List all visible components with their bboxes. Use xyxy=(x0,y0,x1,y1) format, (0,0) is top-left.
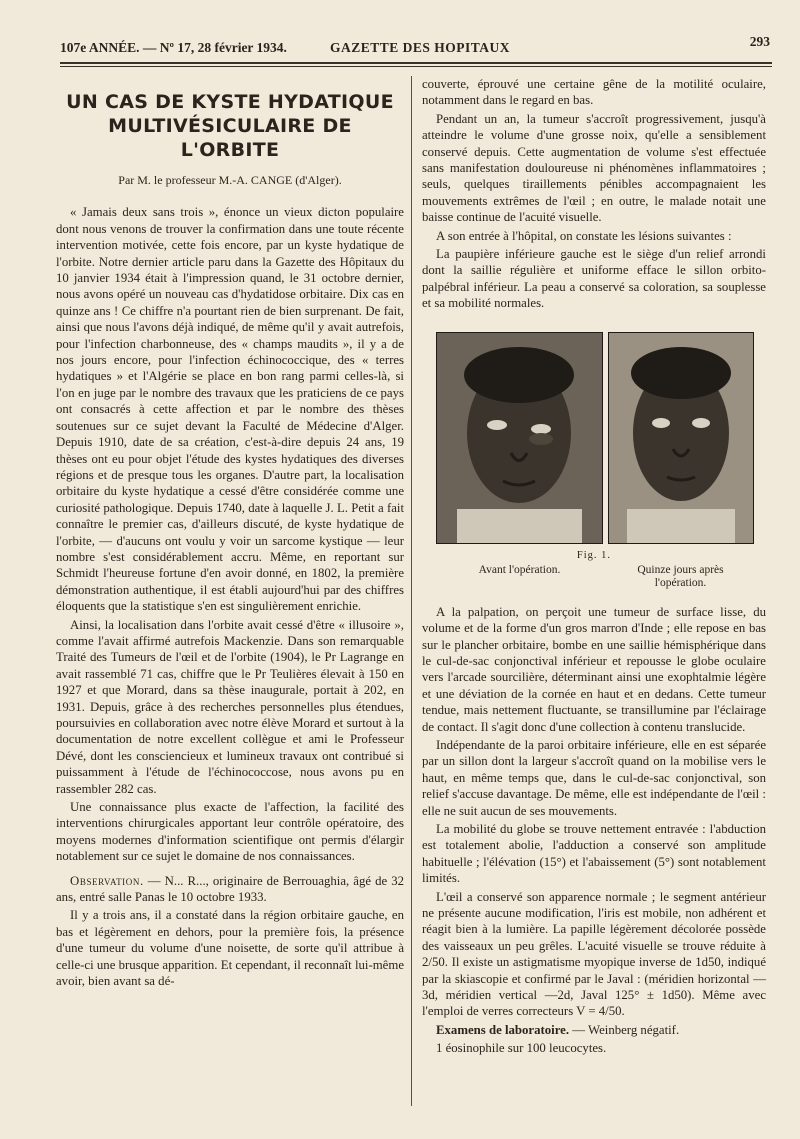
photo-after-operation xyxy=(608,332,754,544)
title-line-1: UN CAS DE KYSTE HYDATIQUE xyxy=(66,91,394,113)
left-column xyxy=(56,90,404,992)
paragraph-oeil: L'œil a conservé son apparence normale ; le segment antérieur ne présente aucune modification, l'iris est mobile, non adhérent et réagit bien à la lumière. La papille légèrement décolorée possède des vaisseaux un peu grêles. L'acuité visuelle se trouve réduite à 2/50. Il existe un astigmatisme myopique inverse de 1d50, indiqué par la skiascopie et confirmé par le Javal : (méridien horizontal —3d, méridien vertical —2d, Javal 125° ± 1d50). Même avec l'emploi de verres correcteurs V = 4/50. xyxy=(422,889,766,1019)
header-rule-thick xyxy=(60,62,772,64)
lab-label: Examens de laboratoire. xyxy=(436,1022,570,1037)
paragraph-independance: Indépendante de la paroi orbitaire inférieure, elle en est séparée par un sillon dont la largeur s'accroît quand on la mobilise vers le haut, en même temps que, dans le cul-de-sac conjonctival, son relief s'accuse davantage. De même, elle est indépendante de l'œil : elle ne suit aucun de ses mouvements. xyxy=(422,737,766,818)
right-column xyxy=(422,76,766,1059)
journal-name: GAZETTE DES HOPITAUX xyxy=(330,40,511,55)
title-line-2: MULTIVÉSICULAIRE DE L'ORBITE xyxy=(108,115,352,161)
figure-1 xyxy=(422,322,766,598)
paragraph-mobilite: La mobilité du globe se trouve nettement entravée : l'abduction est totalement abolie, l'adduction a conservé son amplitude habituelle ; l'élévation (15°) et l'abaissement (5°) sont notablement limités. xyxy=(422,821,766,886)
paragraph-intro: « Jamais deux sans trois », énonce un vieux dicton populaire dont nous venons de trouver la confirmation dans une toute récente intervention motivée, cette fois encore, par un kyste hydatique de l'orbite. Notre dernier article paru dans la Gazette des Hôpitaux du 10 janvier 1934 était à l'impression quand, le 31 octobre dernier, nous avons opéré un nouveau cas d'hydatidose orbitaire. Dix cas en quinze ans ! Ce chiffre n'a pourtant rien de bien surprenant. De fait, ainsi que nous l'avons déjà indiqué, de même qu'il y avait autrefois, pour l'infection charbonneuse, des « champs maudits », il y a de nos jours encore, pour l'infection échinococcique, des « terres hydatiques » et l'Algérie se place en bon rang parmi celles-là, si l'on en juge par le nombre des travaux que les praticiens de ce pays ont consacrés à cette affection et par le nombre des thèses soutenues sur ce sujet devant la Faculté de Médecine d'Alger. Depuis 1910, date de sa création, c'est-à-dire depuis 24 ans, 19 thèses ont eu pour objet l'étude des kystes hydatiques des diverses régions et de presque tous les organes. D'autre part, la localisation orbitaire du kyste hydatique a cessé d'être considérée comme une curiosité pathologique. Depuis 1740, date à laquelle J. L. Petit a fait connaître le premier cas, d'ailleurs discuté, de kyste hydatique de l'orbite, — d'aucuns ont voulu y voir un sarcome kystique — leur nombre s'est considérablement accru. Même, en reportant sur Schmidt l'heureuse fortune d'en avoir donné, en 1802, la première démonstration authentique, il est établi aujourd'hui par des chiffres éloquents que la statistique s'en est singulièrement enrichie. xyxy=(56,205,404,614)
caption-before: Avant l'opération. xyxy=(478,563,561,576)
column-divider xyxy=(411,76,412,1106)
paragraph-palpation: A la palpation, on perçoit une tumeur de surface lisse, du volume et de la forme d'un gros marron d'Inde ; elle repose en bas sur le plancher orbitaire, bombe en une saillie hémisphérique dans le cul-de-sac conjonctival inférieur et repousse le globe oculaire vers l'arcade sourcilière, déterminant ainsi une exophtalmie légère et une déviation de la cornée en haut et en dedans. Cette tumeur tendue, mais nettement fluctuante, se transillumine par l'éclairage de contact. Il s'agit donc d'une collection à contenu translucide. xyxy=(422,604,766,734)
running-header xyxy=(60,34,770,60)
header-rule-thin xyxy=(60,66,772,67)
paragraph-history: Il y a trois ans, il a constaté dans la région orbitaire gauche, en bas et légèrement en dehors, pour la première fois, la présence d'une tumeur du volume d'une noisette, de sorte qu'il attribue à celle-ci une brusque apparition. Et cependant, il reconnaît lui-même avoir, bien avant sa dé- xyxy=(56,908,404,989)
lab-line-2: 1 éosinophile sur 100 leucocytes. xyxy=(436,1041,607,1056)
page-number: 293 xyxy=(749,34,770,49)
observation-text: — N... R..., originaire de Berrouaghia, âgé de 32 ans, entré salle Panas le 10 octobre 1933. xyxy=(56,873,404,905)
lab-text: — Weinberg négatif. xyxy=(569,1022,680,1037)
paragraph-admission: A son entrée à l'hôpital, on constate les lésions suivantes : xyxy=(436,228,732,243)
issue-info: 107e ANNÉE. — Nº 17, 28 février 1934. xyxy=(60,40,287,55)
article-title xyxy=(56,90,404,162)
paragraph-connaissance: Une connaissance plus exacte de l'affection, la facilité des interventions chirurgicales apportant leur contrôle opératoire, des moyens modernes d'information scientifique ont permis d'élargir notablement sur ce sujet le domaine de nos connaissances. xyxy=(56,800,404,864)
observation-paragraph xyxy=(56,873,404,906)
observation-label: Observation. xyxy=(70,873,144,888)
paragraph-evolution: Pendant un an, la tumeur s'accroît progressivement, jusqu'à atteindre le volume d'une grosse noix, qu'elle a sensiblement conservé depuis. Cette augmentation de volume s'est effectuée sans manifestation douloureuse ni phénomènes inflammatoires ; seuls, quelques tiraillements pénibles accompagnaient les mouvements extrêmes de l'œil ; en outre, le malade notait une baisse continue de l'acuité visuelle. xyxy=(422,111,766,225)
caption-after: Quinze jours après l'opération. xyxy=(637,563,724,589)
figure-label: Fig. 1. xyxy=(576,549,612,561)
lab-paragraph xyxy=(422,1022,766,1038)
paragraph-continuation: couverte, éprouvé une certaine gêne de la motilité oculaire, notamment dans le regard en bas. xyxy=(422,77,766,108)
paragraph-localisation: Ainsi, la localisation dans l'orbite avait cessé d'être « illusoire », comme l'avait affirmé autrefois Mackenzie. Dans son remarquable Traité des Tumeurs de l'œil et de l'orbite (1904), le Pr Lagrange en avait rassemblé 71 cas, chiffre que le Pr Teulières élevait à 150 en 1927 et que Morard, dans sa thèse inaugurale, portait à 202, en 1931. Depuis, grâce à des recherches personnelles plus étendues, poursuivies en collaboration avec notre élève Morard et surtout à la documentation de notre excellent collègue et ami le Professeur Dévé, dont les consciencieux et lumineux travaux ont contribué si puissamment à l'étude de l'échinococcose, nous avons pu en rassembler 282 cas. xyxy=(56,617,404,796)
photo-before-operation xyxy=(436,332,603,544)
author-line: Par M. le professeur M.-A. CANGE (d'Alger). xyxy=(118,173,342,187)
paragraph-paupiere: La paupière inférieure gauche est le siège d'un relief arrondi dont la saillie régulière et uniforme efface le sillon orbito-palpébral inférieur. La peau a conservé sa coloration, sa souplesse et sa mobilité normales. xyxy=(422,247,766,311)
